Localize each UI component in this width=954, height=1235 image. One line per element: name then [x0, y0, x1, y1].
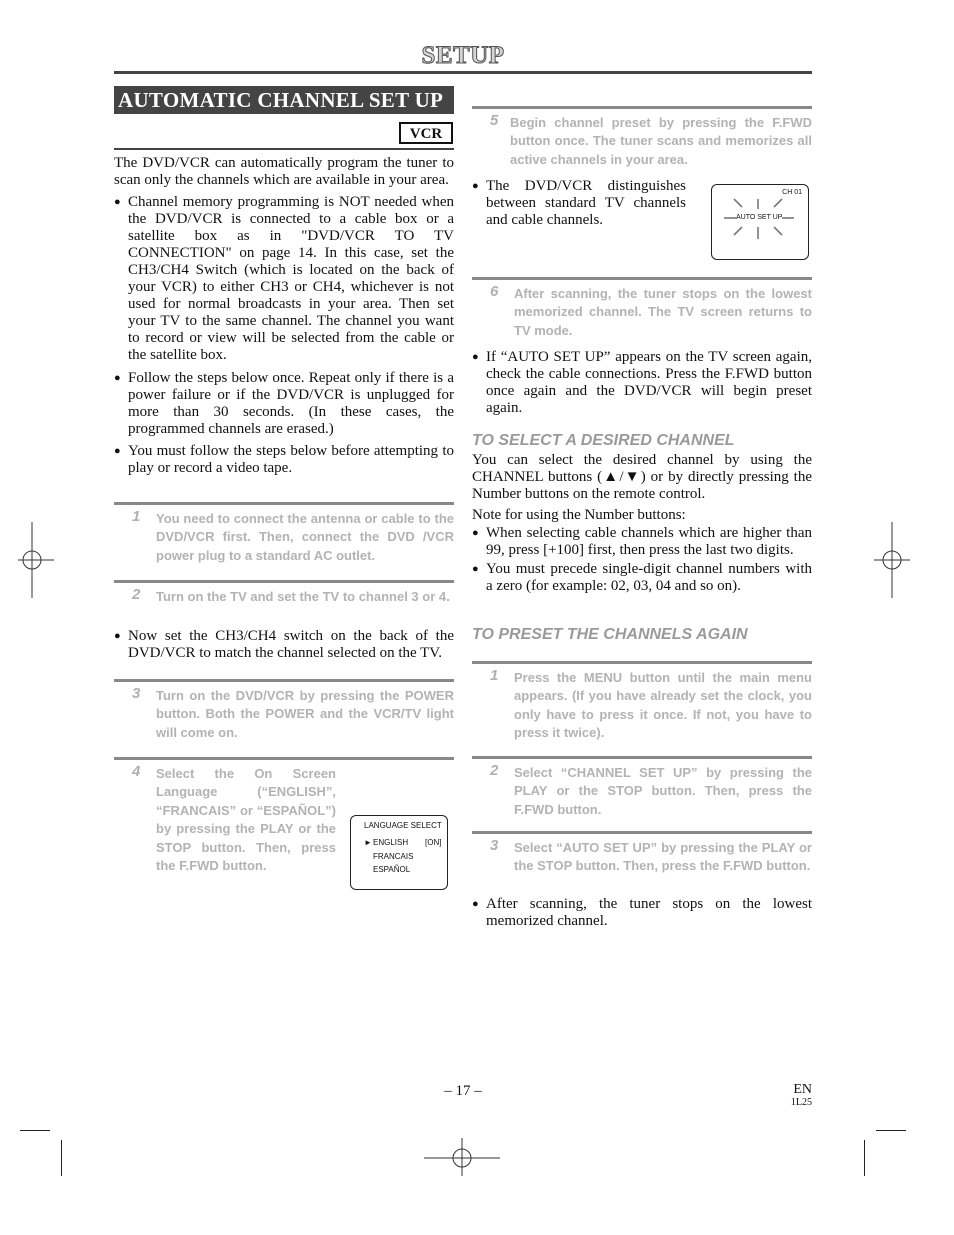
registration-mark-icon	[18, 522, 60, 602]
preset-again-heading: TO PRESET THE CHANNELS AGAIN	[472, 626, 748, 643]
language-screen-title: LANGUAGE SELECT	[364, 821, 442, 830]
step-number: 6	[490, 283, 499, 300]
section-title: AUTOMATIC CHANNEL SET UP	[114, 86, 454, 114]
note-paragraph	[472, 507, 812, 524]
step-rule	[114, 502, 454, 505]
step-3	[114, 679, 454, 749]
bullet-icon: ●	[472, 563, 479, 575]
step-text: Select “CHANNEL SET UP” by pressing the PLAY or the STOP button. Then, press the F.FWD button.	[514, 765, 812, 817]
preset-step-1	[472, 661, 812, 746]
step-text: Select “AUTO SET UP” by pressing the PLAY or the STOP button. Then, press the F.FWD button.	[514, 840, 812, 874]
option-on-label: [ON]	[425, 838, 442, 847]
header-rule	[114, 71, 812, 74]
section-rule	[114, 148, 454, 150]
bullet-cable-channels	[472, 525, 812, 559]
intro-paragraph	[114, 155, 454, 189]
step-text: Begin channel preset by pressing the F.FWD button once. The tuner scans and memorizes all active channels in your area.	[510, 115, 812, 167]
note-text: Note for using the Number buttons:	[472, 507, 686, 523]
crop-mark	[61, 1140, 62, 1176]
step-rule	[472, 106, 812, 109]
crop-mark	[876, 1130, 906, 1131]
select-channel-text: You can select the desired channel by using the CHANNEL buttons (▲/▼) or by directly pressing the Number buttons on the remote control.	[472, 452, 812, 502]
step-rule	[472, 756, 812, 759]
bullet-icon: ●	[114, 445, 121, 457]
step-rule	[114, 679, 454, 682]
bullet-distinguish	[472, 178, 686, 229]
auto-setup-label: AUTO SET UP	[736, 214, 783, 221]
bullet-text: You must follow the steps below before attempting to play or record a video tape.	[128, 443, 454, 476]
bullet-icon: ●	[472, 898, 479, 910]
step-number: 3	[490, 837, 499, 854]
preset-step-3	[472, 831, 812, 893]
bullet-auto-setup-again	[472, 349, 812, 417]
option-english: ENGLISH	[373, 838, 409, 847]
step-number: 2	[132, 586, 141, 603]
page-title: SETUP	[421, 42, 505, 69]
page-number: – 17 –	[444, 1083, 482, 1099]
step-rule	[114, 580, 454, 583]
step-5	[472, 106, 812, 174]
bullet-text: The DVD/VCR distinguishes between standard TV channels and cable channels.	[486, 178, 686, 228]
step-number: 5	[490, 112, 499, 129]
crop-mark	[864, 1140, 865, 1176]
step-number: 2	[490, 762, 499, 779]
bullet-icon: ●	[472, 180, 479, 192]
bullet-icon: ●	[114, 372, 121, 384]
language-code: EN	[793, 1082, 812, 1097]
bullet-text: If “AUTO SET UP” appears on the TV screen again, check the cable connections. Press the F.FWD button once again and the DVD/VCR will begin preset again.	[486, 349, 812, 416]
bullet-channel-memory	[114, 194, 454, 364]
bullet-icon: ●	[114, 630, 121, 642]
bullet-ch3-switch	[114, 628, 454, 662]
select-channel-paragraph	[472, 452, 812, 503]
bullet-icon: ●	[472, 351, 479, 363]
scanning-rays-icon	[712, 185, 808, 259]
language-select-screen	[350, 815, 448, 890]
bullet-text: When selecting cable channels which are higher than 99, press [+100] first, then press the last two digits.	[486, 525, 812, 558]
bullet-text: Follow the steps below once. Repeat only if there is a power failure or if the DVD/VCR is unplugged for more than 30 seconds. (In these cases, the programmed channels are erased.)	[128, 370, 454, 437]
registration-mark-icon	[424, 1136, 504, 1178]
step-number: 1	[132, 508, 141, 525]
step-rule	[472, 831, 812, 834]
auto-setup-screen	[711, 184, 809, 260]
step-text: You need to connect the antenna or cable to the DVD/VCR first. Then, connect the DVD /VCR power plug to a standard AC outlet.	[156, 511, 454, 563]
crop-mark	[20, 1130, 50, 1131]
channel-readout: CH 01	[782, 189, 802, 196]
step-text: Turn on the DVD/VCR by pressing the POWER button. Both the POWER and the VCR/TV light will come on.	[156, 688, 454, 740]
select-channel-heading: TO SELECT A DESIRED CHANNEL	[472, 432, 735, 449]
selected-marker-icon: ►	[364, 838, 372, 847]
bullet-after-scanning	[472, 896, 812, 930]
model-code: 1L25	[790, 1097, 812, 1108]
step-number: 4	[132, 763, 141, 780]
bullet-single-digit	[472, 561, 812, 595]
step-text: Select the On Screen Language (“ENGLISH”, “FRANCAIS” or “ESPAÑOL”) by pressing the PLAY or the STOP button. Then, press the F.FWD button.	[156, 766, 336, 874]
step-rule	[472, 277, 812, 280]
bullet-icon: ●	[114, 196, 121, 208]
bullet-text: Channel memory programming is NOT needed when the DVD/VCR is connected to a cable box or a satellite box as in "DVD/VCR TO TV CONNECTION" on page 14. In this case, set the CH3/CH4 Switch (which is located on the back of your VCR) to either CH3 or CH4, whichever is not used for normal broadcasts in your area. Then set your TV to the same channel. The channel you want to record or view will be selected from the cable or the satellite box.	[128, 194, 454, 363]
bullet-text: Now set the CH3/CH4 switch on the back of the DVD/VCR to match the channel selected on the TV.	[128, 628, 454, 661]
bullet-must-follow	[114, 443, 454, 477]
option-francais: FRANCAIS	[373, 852, 414, 861]
preset-step-2	[472, 756, 812, 822]
step-2	[114, 580, 454, 625]
step-text: Turn on the TV and set the TV to channel 3 or 4.	[156, 589, 450, 604]
bullet-icon: ●	[472, 527, 479, 539]
step-6	[472, 277, 812, 343]
registration-mark-icon	[872, 522, 914, 602]
bullet-text: You must precede single-digit channel numbers with a zero (for example: 02, 03, 04 and so on).	[486, 561, 812, 594]
bullet-text: After scanning, the tuner stops on the lowest memorized channel.	[486, 896, 812, 929]
intro-text: The DVD/VCR can automatically program the tuner to scan only the channels which are available in your area.	[114, 155, 454, 188]
step-number: 3	[132, 685, 141, 702]
step-text: Press the MENU button until the main menu appears. (If you have already set the clock, you only have to press it once. If not, you have to press it twice).	[514, 670, 812, 741]
option-espanol: ESPAÑOL	[373, 865, 411, 874]
step-rule	[472, 661, 812, 664]
vcr-badge: VCR	[399, 122, 453, 144]
step-text: After scanning, the tuner stops on the lowest memorized channel. The TV screen returns to TV mode.	[514, 286, 812, 338]
step-number: 1	[490, 667, 499, 684]
bullet-follow-steps	[114, 370, 454, 438]
step-rule	[114, 757, 454, 760]
step-1	[114, 502, 454, 574]
